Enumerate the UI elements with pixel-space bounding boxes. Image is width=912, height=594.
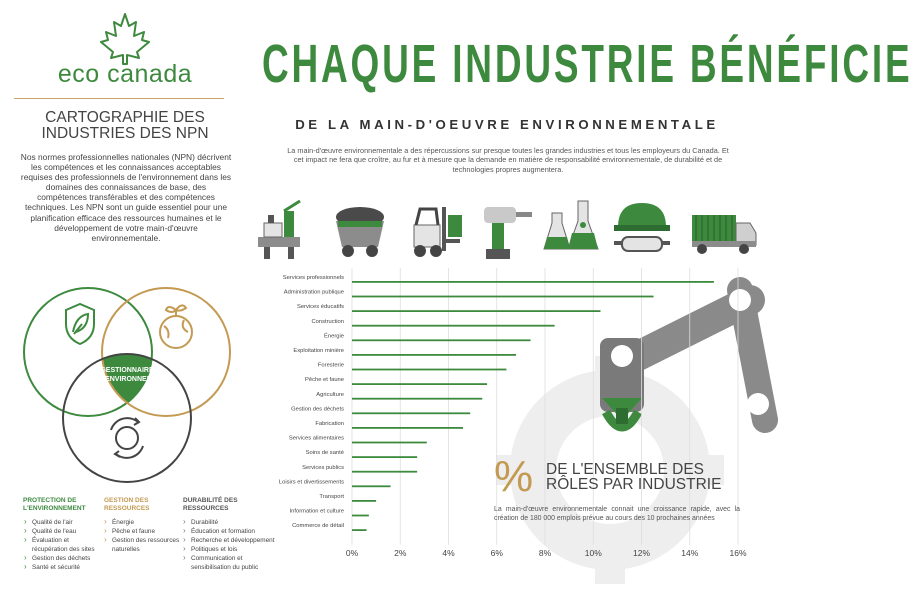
x-tick-label: 14%	[681, 547, 699, 558]
category-list-resources	[104, 519, 180, 555]
category-label: Construction	[311, 318, 344, 325]
bar	[352, 296, 654, 298]
bar	[352, 515, 369, 517]
bar	[352, 354, 516, 356]
category-label: Loisirs et divertissements	[278, 479, 344, 486]
category-label: Agriculture	[316, 391, 344, 398]
bar	[352, 369, 506, 371]
category-label: Fabrication	[315, 421, 344, 427]
category-title-protection: PROTECTION DE L'ENVIRONNEMENT	[23, 497, 86, 512]
main-title: CHAQUE INDUSTRIE BÉNÉFICIE	[262, 34, 912, 94]
lab-flasks-icon	[544, 201, 598, 249]
category-label: Gestion des déchets	[291, 406, 344, 413]
list-item: › Santé et sécurité	[24, 564, 100, 573]
bar	[352, 529, 366, 531]
category-label: Énergie	[324, 333, 344, 340]
section-description: Nos normes professionnelles nationales (NPN) décrivent les compétences et les connaissances acceptables requises des professionnels de l'environnement dans les domaines des connaissances de base, des compétences transférables et des compétences techniques. Les NPN sont un guide essentiel pour une planification efficace des ressources humaines et le développement de votre main-d'œuvre environnementale.	[20, 152, 232, 243]
forklift-icon	[414, 207, 462, 257]
bar	[352, 310, 600, 312]
bar	[352, 398, 482, 400]
x-tick-label: 2%	[394, 547, 407, 558]
list-item: › Qualité de l'air	[24, 519, 100, 528]
category-label: Pêche et faune	[305, 377, 344, 384]
bar	[352, 500, 376, 502]
category-label: Foresterie	[317, 362, 344, 369]
subtitle: DE LA MAIN-D'OEUVRE ENVIRONNEMENTALE	[295, 117, 719, 132]
category-label: Transport	[319, 494, 344, 500]
x-tick-label: 4%	[442, 547, 455, 558]
recycle-globe-icon	[111, 418, 143, 458]
x-tick-label: 6%	[490, 547, 503, 558]
industry-icons-row	[248, 195, 768, 261]
list-item: › Évaluation et récupération des sites	[24, 537, 100, 555]
venn-center-label-2: DE L'ENVIRONNEMENT	[87, 376, 167, 383]
x-tick-label: 16%	[729, 547, 747, 558]
venn-circle-resources	[102, 288, 230, 416]
category-title-sustainability: DURABILITÉ DES RESSOURCES	[183, 497, 238, 512]
maple-leaf-icon	[101, 14, 149, 64]
category-label: Information et culture	[289, 508, 344, 515]
power-drill-icon	[484, 207, 532, 259]
x-tick-label: 10%	[584, 547, 602, 558]
category-label: Services alimentaires	[288, 435, 344, 442]
x-tick-label: 8%	[538, 547, 552, 558]
bar	[352, 456, 417, 458]
shield-leaf-icon	[66, 304, 94, 344]
category-label: Exploitation minière	[293, 348, 344, 354]
list-item: › Éducation et formation	[183, 528, 279, 537]
list-item: › Pêche et faune	[104, 528, 180, 537]
truck-icon	[692, 215, 756, 254]
list-item: › Durabilité	[183, 519, 279, 528]
category-label: Services publics	[302, 464, 344, 471]
list-item: › Gestion des ressources naturelles	[104, 537, 180, 555]
globe-plant-icon	[160, 305, 192, 348]
list-item: › Politiques et lois	[183, 546, 279, 555]
bar	[352, 339, 531, 341]
x-tick-label: 0%	[345, 547, 359, 558]
category-label: Commerce de détail	[292, 523, 344, 530]
divider	[14, 98, 224, 99]
logo-wordmark: eco canada	[57, 60, 193, 88]
venn-center-label-1: GESTIONNAIRE	[100, 367, 154, 374]
bar	[352, 281, 714, 283]
hardhat-goggles-icon	[614, 203, 670, 251]
category-label: Services professionnels	[282, 275, 344, 281]
bar	[352, 325, 555, 327]
category-label: Soins de santé	[305, 450, 344, 457]
list-item: › Gestion des déchets	[24, 555, 100, 564]
category-label: Administration publique	[283, 289, 344, 296]
category-label: Services éducatifs	[296, 304, 344, 311]
callout-text: La main-d'œuvre environnementale connait une croissance rapide, avec la création de 180 000 emplois prévue au cours des 10 prochaines années	[494, 506, 740, 522]
bar	[352, 485, 391, 487]
list-item: › Énergie	[104, 519, 180, 528]
oil-platform-icon	[258, 201, 300, 259]
list-item: › Recherche et développement	[183, 537, 279, 546]
category-title-resources: GESTION DES RESSOURCES	[104, 497, 150, 512]
category-list-protection	[24, 519, 100, 572]
bar	[352, 383, 487, 385]
bar	[352, 412, 470, 414]
venn-diagram	[18, 280, 248, 492]
bar	[352, 442, 427, 444]
percent-symbol: %	[494, 452, 534, 501]
bar	[352, 471, 417, 473]
section-title: CARTOGRAPHIE DES INDUSTRIES DES NPN	[41, 109, 209, 142]
mining-cart-icon	[336, 207, 384, 257]
intro-text: La main-d'œuvre environnementale a des répercussions sur presque toutes les grandes industries et tous les employeurs du Canada. Et cet impact ne fera que croître, au fur et à mesure que la demande en matière de responsabilité environnementale, de durabilité et de technologies propres augmentera.	[287, 146, 729, 174]
x-tick-label: 12%	[632, 547, 651, 558]
callout-title: DE L'ENSEMBLE DES RÔLES PAR INDUSTRIE	[546, 461, 722, 493]
bar	[352, 427, 463, 429]
list-item: › Qualité de l'eau	[24, 528, 100, 537]
list-item: › Communication et sensibilisation du public	[183, 555, 279, 573]
